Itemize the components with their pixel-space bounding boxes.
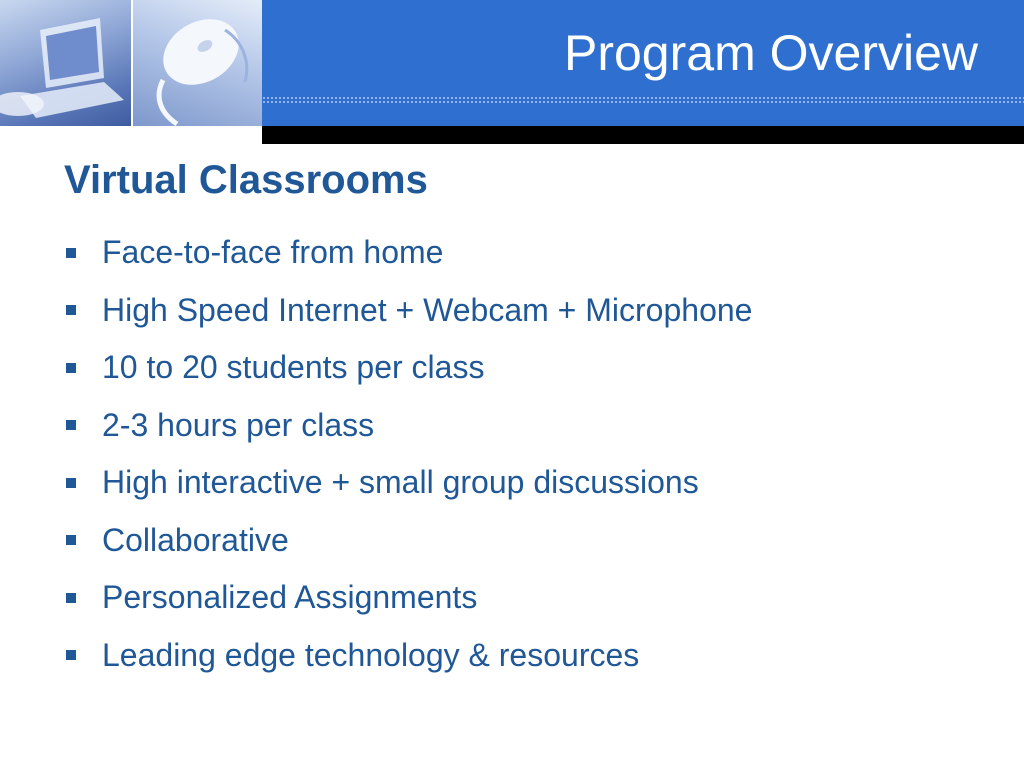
square-bullet-icon <box>66 248 76 258</box>
slide-title: Program Overview <box>564 25 978 81</box>
header-gap <box>0 126 262 144</box>
list-item-text: 10 to 20 students per class <box>102 349 485 386</box>
square-bullet-icon <box>66 420 76 430</box>
square-bullet-icon <box>66 478 76 488</box>
list-item <box>64 397 752 455</box>
list-item <box>64 512 752 570</box>
square-bullet-icon <box>66 363 76 373</box>
list-item-text: High Speed Internet + Webcam + Microphone <box>102 291 753 328</box>
header-dotted-line <box>262 96 1024 104</box>
square-bullet-icon <box>66 650 76 660</box>
list-item-text: Personalized Assignments <box>102 579 478 616</box>
bullet-list <box>64 224 752 684</box>
list-item-text: Face-to-face from home <box>102 234 444 271</box>
list-item <box>64 224 752 282</box>
list-item-text: Leading edge technology & resources <box>102 636 640 673</box>
list-item-text: High interactive + small group discussions <box>102 464 699 501</box>
list-item <box>64 627 752 685</box>
list-item-text: 2-3 hours per class <box>102 406 375 443</box>
list-item <box>64 339 752 397</box>
header-black-band <box>262 126 1024 144</box>
section-heading: Virtual Classrooms <box>64 158 428 202</box>
header-photos <box>0 0 262 126</box>
computer-mouse-photo-icon <box>133 0 262 126</box>
square-bullet-icon <box>66 305 76 315</box>
list-item <box>64 282 752 340</box>
square-bullet-icon <box>66 535 76 545</box>
laptop-photo-icon <box>0 0 131 126</box>
list-item <box>64 454 752 512</box>
square-bullet-icon <box>66 593 76 603</box>
list-item <box>64 569 752 627</box>
list-item-text: Collaborative <box>102 521 289 558</box>
